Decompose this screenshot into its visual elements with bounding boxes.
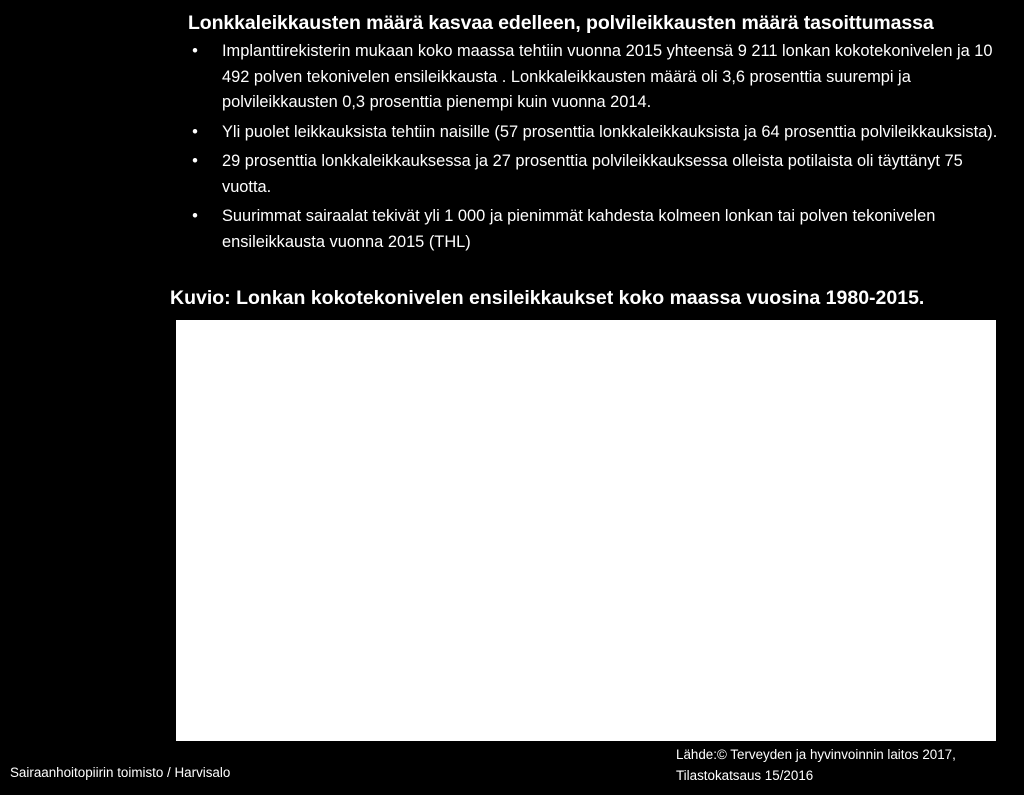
bullet-item [186, 204, 1006, 255]
chart-placeholder [176, 320, 996, 741]
bullet-icon: • [192, 152, 198, 170]
figure-caption: Kuvio: Lonkan kokotekonivelen ensileikkaukset koko maassa vuosina 1980-2015. [170, 287, 925, 309]
bullet-text: 29 prosenttia lonkkaleikkauksessa ja 27 prosenttia polvileikkauksessa olleista potilaista oli täyttänyt 75 vuotta. [222, 152, 963, 196]
bullet-list [186, 39, 1006, 259]
footer-source [676, 744, 956, 786]
bullet-icon: • [192, 42, 198, 60]
bullet-text: Yli puolet leikkauksista tehtiin naisille (57 prosenttia lonkkaleikkauksista ja 64 prosenttia polvileikkauksista). [222, 122, 998, 141]
slide-headline: Lonkkaleikkausten määrä kasvaa edelleen, polvileikkausten määrä tasoittumassa [188, 12, 934, 34]
footer-author: Sairaanhoitopiirin toimisto / Harvisalo [10, 765, 231, 780]
bullet-text: Implanttirekisterin mukaan koko maassa tehtiin vuonna 2015 yhteensä 9 211 lonkan kokotekonivelen ja 10 492 polven tekonivelen ensileikkausta . Lonkkaleikkausten määrä oli 3,6 prosenttia suurempi ja polvileikkausten 0,3 prosenttia pienempi kuin vuonna 2014. [222, 42, 993, 111]
bullet-icon: • [192, 207, 198, 225]
bullet-item [186, 149, 1006, 200]
bullet-icon: • [192, 122, 198, 141]
bullet-item [186, 39, 1006, 116]
footer-source-line: Lähde:© Terveyden ja hyvinvoinnin laitos 2017, [676, 747, 956, 762]
footer-source-line: Tilastokatsaus 15/2016 [676, 768, 814, 783]
bullet-text: Suurimmat sairaalat tekivät yli 1 000 ja pienimmät kahdesta kolmeen lonkan tai polven tekonivelen ensileikkausta vuonna 2015 (THL) [222, 207, 936, 251]
bullet-item [186, 120, 1006, 146]
